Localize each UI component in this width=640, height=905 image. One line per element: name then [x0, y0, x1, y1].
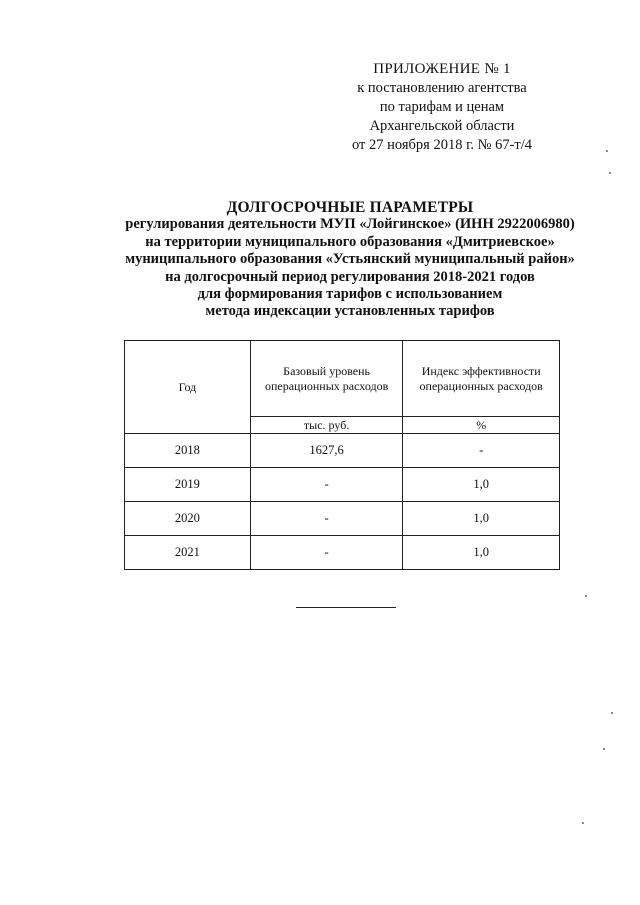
cell-year: 2020 — [125, 502, 251, 536]
cell-efficiency-index: 1,0 — [403, 502, 560, 536]
cell-efficiency-index: 1,0 — [403, 468, 560, 502]
scan-speck — [611, 712, 613, 714]
appendix-heading: ПРИЛОЖЕНИЕ № 1 — [373, 61, 511, 77]
cell-year: 2019 — [125, 468, 251, 502]
scan-speck — [582, 822, 584, 824]
table-header-row — [125, 341, 560, 417]
cell-year: 2018 — [125, 434, 251, 468]
header-efficiency-index: Индекс эффективности операционных расходов — [403, 341, 560, 417]
title-line: регулирования деятельности МУП «Лойгинское» (ИНН 2922006980) — [125, 216, 575, 233]
title-main: ДОЛГОСРОЧНЫЕ ПАРАМЕТРЫ — [226, 199, 474, 216]
header-base-level: Базовый уровень операционных расходов — [250, 341, 403, 417]
document-title — [60, 199, 640, 321]
title-line: муниципального образования «Устьянский муниципальный район» — [125, 251, 575, 268]
appendix-line: по тарифам и ценам — [379, 99, 505, 115]
cell-efficiency-index: 1,0 — [403, 536, 560, 570]
appendix-line: Архангельской области — [369, 118, 515, 134]
scan-speck — [585, 595, 587, 597]
cell-efficiency-index: - — [403, 434, 560, 468]
scan-speck — [603, 748, 605, 750]
cell-base-level: 1627,6 — [250, 434, 403, 468]
cell-year: 2021 — [125, 536, 251, 570]
scan-speck — [606, 150, 608, 152]
table-row — [125, 536, 560, 570]
table-row — [125, 502, 560, 536]
table-row — [125, 434, 560, 468]
appendix-date-line: от 27 ноября 2018 г. № 67-т/4 — [351, 137, 533, 153]
unit-efficiency-index: % — [403, 417, 560, 434]
cell-base-level: - — [250, 502, 403, 536]
header-year: Год — [125, 341, 251, 434]
cell-base-level: - — [250, 536, 403, 570]
unit-base-level: тыс. руб. — [250, 417, 403, 434]
parameters-table — [124, 340, 560, 570]
scan-speck — [609, 172, 611, 174]
title-line: на долгосрочный период регулирования 2018-2021 годов — [165, 268, 535, 285]
appendix-line: к постановлению агентства — [357, 80, 527, 96]
appendix-block — [322, 60, 562, 155]
closing-rule — [296, 607, 396, 608]
table-row — [125, 468, 560, 502]
title-line: метода индексации установленных тарифов — [205, 303, 495, 320]
cell-base-level: - — [250, 468, 403, 502]
title-line: на территории муниципального образования «Дмитриевское» — [145, 233, 555, 250]
title-line: для формирования тарифов с использованием — [197, 286, 503, 303]
